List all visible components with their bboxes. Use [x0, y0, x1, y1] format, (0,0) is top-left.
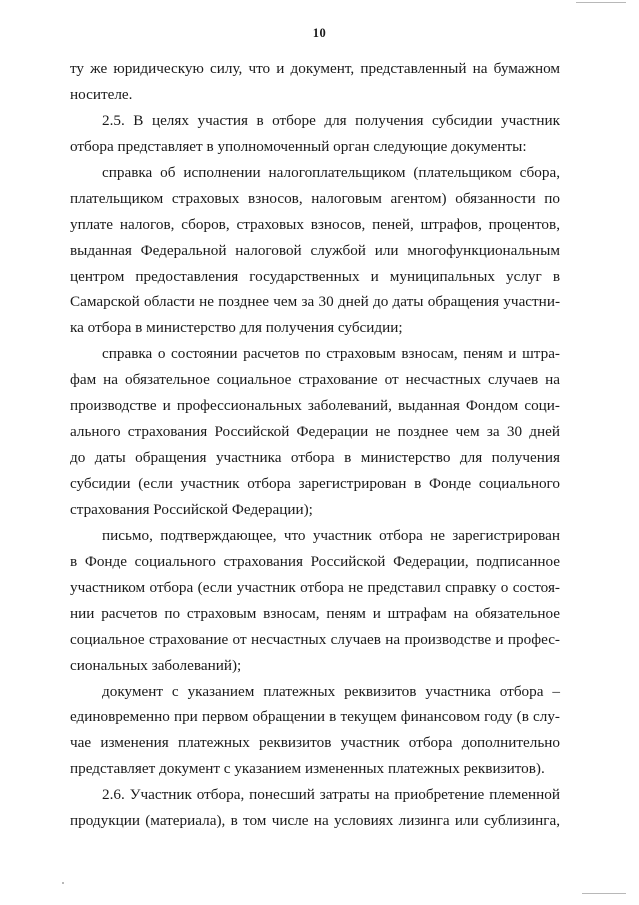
- text-line: плательщиком страховых взносов, налоговым агентом) обязанности по: [70, 189, 560, 207]
- text-line: письмо, подтверждающее, что участник отбора не зарегистрирован: [102, 526, 560, 544]
- text-line: нии расчетов по страховым взносам, пеням и штрафам на обязательное: [70, 604, 560, 622]
- text-line: ального страхования Российской Федерации не позднее чем за 30 дней: [70, 423, 560, 441]
- text-line: 2.5. В целях участия в отборе для получения субсидии участник: [102, 111, 560, 129]
- scan-mark-top-right: [576, 2, 626, 3]
- text-line: отбора представляет в уполномоченный орган следующие документы:: [70, 137, 527, 155]
- text-line: Самарской области не позднее чем за 30 дней до даты обращения участни-: [70, 293, 560, 311]
- scan-mark-bottom-left: [62, 882, 64, 884]
- text-line: сиональных заболеваний);: [70, 656, 242, 674]
- text-line: ка отбора в министерство для получения субсидии;: [70, 319, 403, 337]
- text-line: в Фонде социального страхования Российской Федерации, подписанное: [70, 552, 560, 570]
- text-line: документ с указанием платежных реквизитов участника отбора –: [102, 682, 560, 700]
- text-line: социальное страхование от несчастных случаев на производстве и профес-: [70, 630, 560, 648]
- text-line: страхования Российской Федерации);: [70, 500, 313, 518]
- text-line: центром предоставления государственных и муниципальных услуг в: [70, 267, 560, 285]
- text-line: выданная Федеральной налоговой службой или многофункциональным: [70, 241, 560, 259]
- text-line: чае изменения платежных реквизитов участник отбора дополнительно: [70, 734, 560, 752]
- scan-mark-bottom-right: [582, 893, 626, 894]
- text-line: справка об исполнении налогоплательщиком (плательщиком сбора,: [102, 163, 560, 181]
- text-line: справка о состоянии расчетов по страховым взносам, пеням и штра-: [102, 345, 560, 363]
- text-line: уплате налогов, сборов, страховых взносов, пеней, штрафов, процентов,: [70, 215, 560, 233]
- text-line: единовременно при первом обращении в текущем финансовом году (в слу-: [70, 708, 560, 726]
- text-line: носителе.: [70, 85, 133, 103]
- text-line: производстве и профессиональных заболеваний, выданная Фондом соци-: [70, 397, 560, 415]
- text-line: участником отбора (если участник отбора не представил справку о состоя-: [70, 578, 560, 596]
- text-line: представляет документ с указанием измененных платежных реквизитов).: [70, 760, 545, 778]
- text-line: фам на обязательное социальное страхование от несчастных случаев на: [70, 371, 560, 389]
- text-line: до даты обращения участника отбора в министерство для получения: [70, 449, 560, 467]
- text-line: ту же юридическую силу, что и документ, представленный на бумажном: [70, 60, 560, 77]
- text-line: 2.6. Участник отбора, понесший затраты на приобретение племенной: [102, 786, 560, 804]
- document-body: [70, 56, 560, 834]
- text-line: продукции (материала), в том числе на условиях лизинга или сублизинга,: [70, 812, 560, 830]
- page-number: 10: [312, 26, 327, 40]
- text-line: субсидии (если участник отбора зарегистрирован в Фонде социального: [70, 475, 560, 492]
